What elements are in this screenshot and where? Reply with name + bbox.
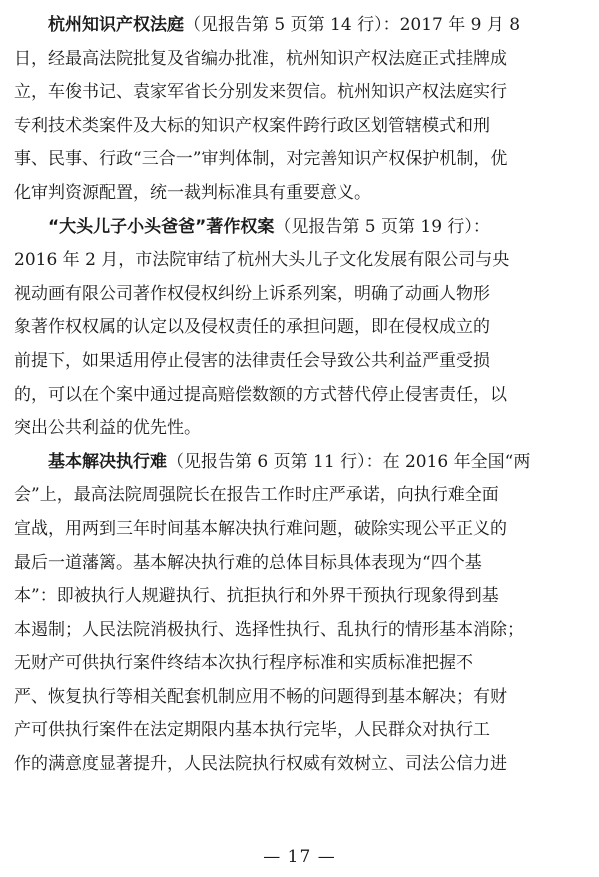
text-line: 的，可以在个案中通过提高赔偿数额的方式替代停止侵害责任，以	[14, 384, 507, 405]
paragraph-hangzhou-ip-court	[14, 9, 586, 211]
text-line: 突出公共利益的优先性。	[14, 418, 201, 439]
text-line: 视动画有限公司著作权侵权纠纷上诉系列案，明确了动画人物形	[14, 283, 490, 304]
text-line: 象著作权权属的认定以及侵权责任的承担问题，即在侵权成立的	[14, 317, 490, 338]
line-text: （见报告第 5 页第 14 行）：2017 年 9 月 8	[184, 15, 521, 35]
text-line: 无财产可供执行案件终结本次执行程序标准和实质标准把握不	[14, 653, 473, 674]
text-line: 本”：即被执行人规避执行、抗拒执行和外界干预执行现象得到基	[14, 586, 499, 607]
text-line: 严、恢复执行等相关配套机制应用不畅的问题得到基本解决；有财	[14, 686, 507, 707]
text-line: 本遏制；人民法院消极执行、选择性执行、乱执行的情形基本消除；	[14, 619, 524, 640]
document-body	[14, 9, 586, 782]
text-line: 产可供执行案件在法定期限内基本执行完毕，人民群众对执行工	[14, 720, 490, 741]
paragraph-term: 杭州知识产权法庭	[48, 15, 184, 35]
text-line	[14, 9, 586, 43]
paragraph-big-head-son-copyright-case	[14, 211, 586, 446]
text-line: 作的满意度显著提升，人民法院执行权威有效树立、司法公信力进	[14, 754, 507, 775]
text-line: 化审判资源配置，统一裁判标准具有重要意义。	[14, 182, 371, 203]
line-text: （见报告第 5 页第 19 行）：	[274, 216, 490, 237]
text-line	[14, 446, 586, 480]
text-line: 专利技术类案件及大标的知识产权案件跨行政区划管辖模式和刑	[14, 115, 490, 136]
text-line: 会”上，最高法院周强院长在报告工作时庄严承诺，向执行难全面	[14, 485, 499, 506]
paragraph-term: 基本解决执行难	[48, 451, 167, 472]
paragraph-basic-solution-enforcement	[14, 446, 586, 782]
paragraph-term: “大头儿子小头爸爸”著作权案	[48, 216, 275, 237]
text-line: 宣战，用两到三年时间基本解决执行难问题，破除实现公平正义的	[14, 518, 507, 539]
text-line: 日，经最高法院批复及省编办批准，杭州知识产权法庭正式挂牌成	[14, 48, 507, 69]
text-line: 前提下，如果适用停止侵害的法律责任会导致公共利益严重受损	[14, 350, 490, 371]
line-text: （见报告第 6 页第 11 行）：在 2016 年全国“两	[167, 451, 531, 472]
page-number: — 17 —	[263, 847, 336, 867]
text-line	[14, 211, 586, 245]
text-line: 最后一道藩篱。基本解决执行难的总体目标具体表现为“四个基	[14, 552, 482, 573]
text-line: 立，车俊书记、袁家军省长分别发来贺信。杭州知识产权法庭实行	[14, 82, 507, 103]
text-line: 事、民事、行政“三合一”审判体制，对完善知识产权保护机制，优	[14, 149, 508, 170]
text-line: 2016 年 2 月，市法院审结了杭州大头儿子文化发展有限公司与央	[14, 250, 510, 271]
